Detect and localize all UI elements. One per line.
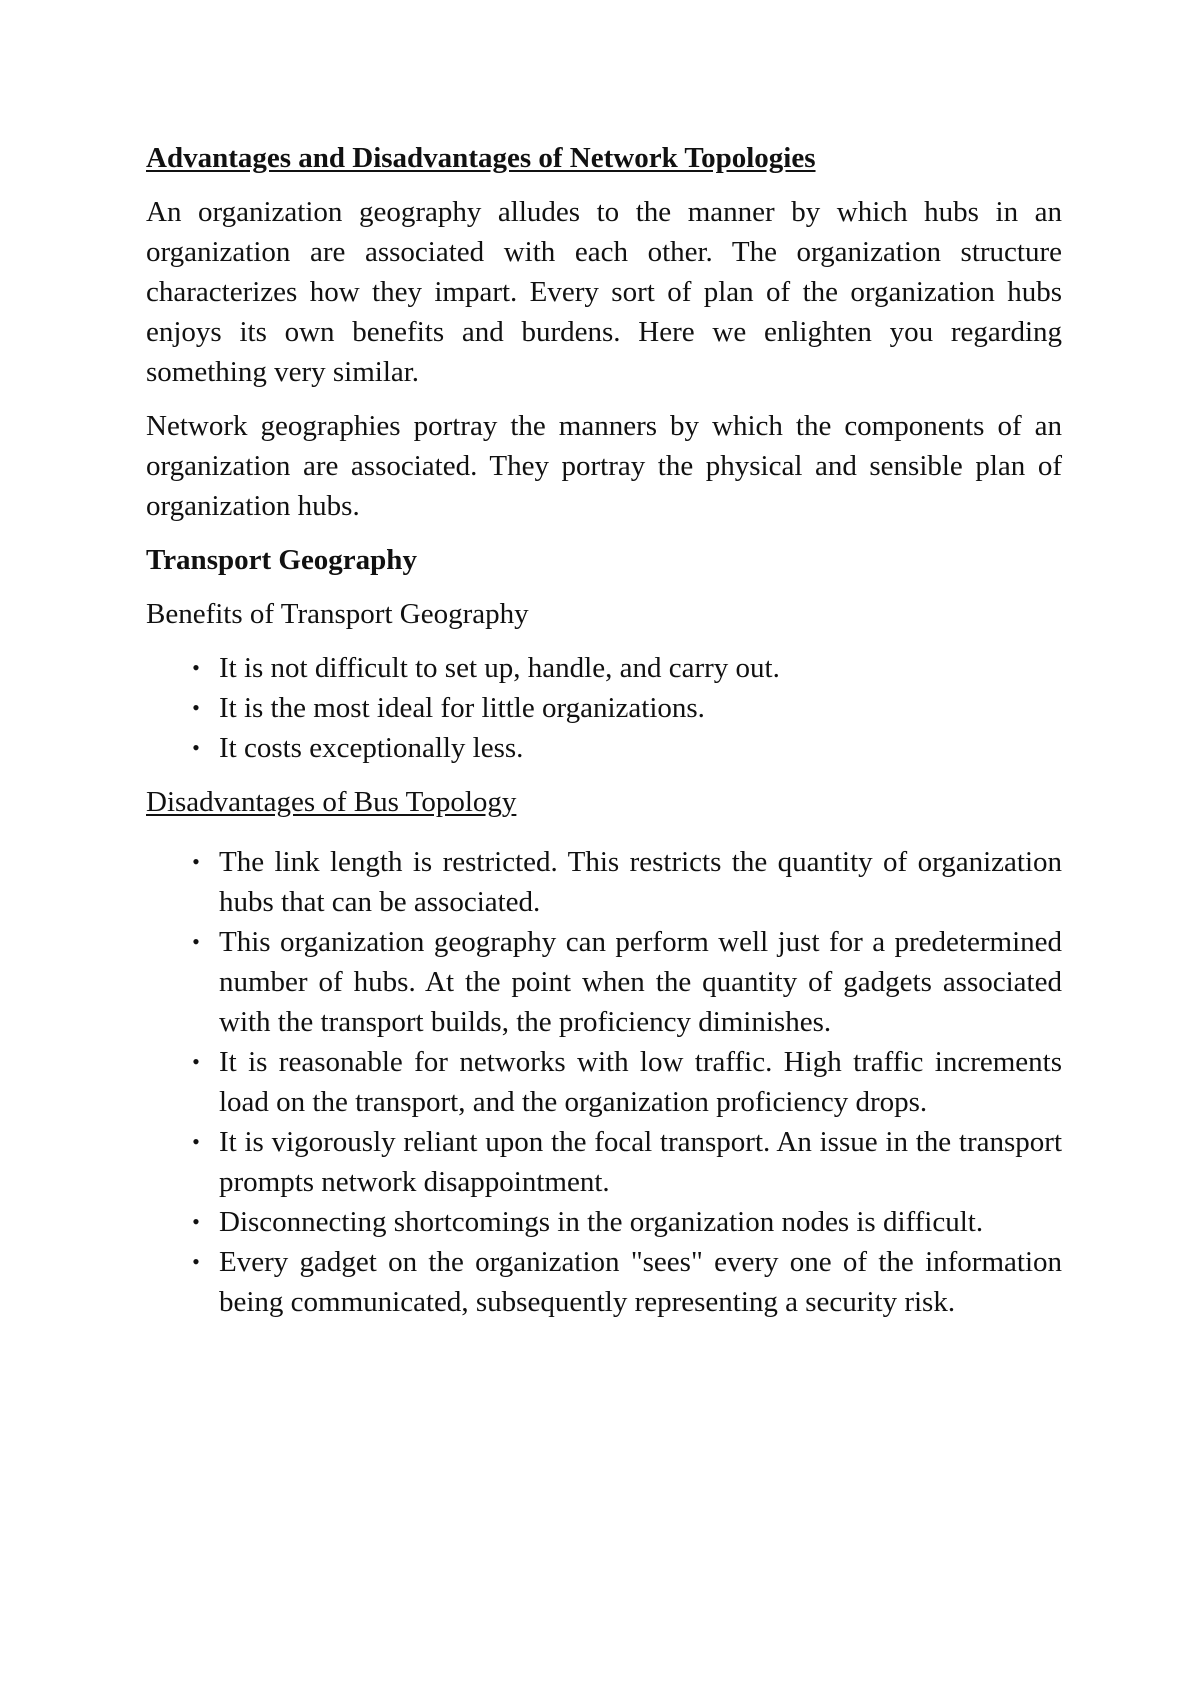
- bullet-icon: •: [192, 849, 200, 874]
- bullet-icon: •: [192, 1129, 200, 1154]
- list-item-text: It is vigorously reliant upon the focal transport. An issue in the transport prompts network disappointment.: [219, 1126, 1062, 1198]
- list-item: [146, 648, 1062, 688]
- list-item-text: Disconnecting shortcomings in the organization nodes is difficult.: [219, 1206, 984, 1238]
- bullet-icon: •: [192, 929, 200, 954]
- list-item: [146, 1242, 1062, 1322]
- bullet-icon: •: [192, 695, 200, 720]
- list-item: [146, 1202, 1062, 1242]
- list-item-text: Every gadget on the organization "sees" every one of the information being communicated, subsequently representing a security risk.: [219, 1246, 1062, 1318]
- bullet-icon: •: [192, 1249, 200, 1274]
- bullet-icon: •: [192, 1209, 200, 1234]
- document-page: [146, 138, 1062, 1336]
- list-item-text: The link length is restricted. This restricts the quantity of organization hubs that can be associated.: [219, 846, 1062, 918]
- bullet-icon: •: [192, 655, 200, 680]
- list-item: [146, 842, 1062, 922]
- disadvantages-list: [146, 842, 1062, 1322]
- benefits-list: [146, 648, 1062, 768]
- list-item: [146, 922, 1062, 1042]
- bullet-icon: •: [192, 1049, 200, 1074]
- list-item: [146, 1042, 1062, 1122]
- benefits-heading: Benefits of Transport Geography: [146, 598, 529, 630]
- list-item-text: This organization geography can perform well just for a predetermined number of hubs. At the point when the quantity of gadgets associated with the transport builds, the proficiency diminishes.: [219, 926, 1062, 1038]
- document-title: Advantages and Disadvantages of Network Topologies: [146, 142, 816, 174]
- intro-paragraph-1: An organization geography alludes to the manner by which hubs in an organization are associated with each other. The organization structure characterizes how they impart. Every sort of plan of the organization hubs enjoys its own benefits and burdens. Here we enlighten you regarding something very similar.: [146, 196, 1062, 388]
- list-item: [146, 1122, 1062, 1202]
- bullet-icon: •: [192, 735, 200, 760]
- section-heading: Transport Geography: [146, 544, 417, 576]
- list-item-text: It costs exceptionally less.: [219, 732, 524, 764]
- intro-paragraph-2: Network geographies portray the manners by which the components of an organization are associated. They portray the physical and sensible plan of organization hubs.: [146, 410, 1062, 522]
- list-item: [146, 688, 1062, 728]
- list-item-text: It is not difficult to set up, handle, and carry out.: [219, 652, 780, 684]
- list-item-text: It is the most ideal for little organizations.: [219, 692, 705, 724]
- disadvantages-heading: Disadvantages of Bus Topology: [146, 786, 517, 818]
- list-item-text: It is reasonable for networks with low traffic. High traffic increments load on the transport, and the organization proficiency drops.: [219, 1046, 1062, 1118]
- list-item: [146, 728, 1062, 768]
